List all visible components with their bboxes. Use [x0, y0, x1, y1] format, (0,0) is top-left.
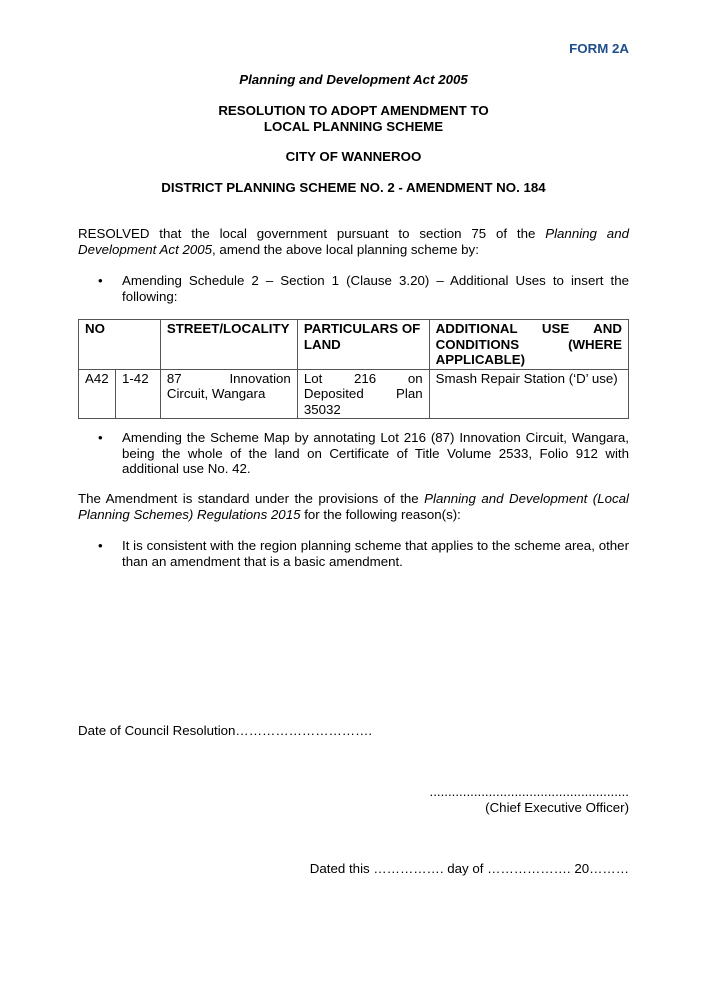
bullet-2-text: Amending the Scheme Map by annotating Lot 216 (87) Innovation Circuit, Wangara, being the whole of the land on Certificate of Title Volume 2533, Folio 912 with additional use No. 42. [122, 430, 629, 476]
bullet-item-3 [98, 538, 629, 569]
ceo-label: (Chief Executive Officer) [485, 800, 629, 815]
standard-regs-italic: Planning and Development (Local Planning Schemes) Regulations 2015 [78, 491, 629, 522]
form-label: FORM 2A [569, 41, 629, 56]
bullet-dot-icon: • [98, 430, 103, 445]
standard-paragraph [78, 491, 629, 522]
signature-line: ...................................................... [429, 784, 629, 799]
resolution-title-line2: LOCAL PLANNING SCHEME [263, 119, 444, 134]
dated-line: Dated this ……………. day of ………………. 20……… [309, 861, 629, 876]
resolved-text-1: RESOLVED that the local government pursuant to section 75 of the [78, 226, 546, 241]
resolution-title-line1: RESOLUTION TO ADOPT AMENDMENT TO [218, 103, 489, 118]
cell-street: 87 Innovation Circuit, Wangara [160, 369, 297, 419]
resolved-paragraph [78, 226, 629, 257]
table-row [79, 369, 629, 419]
header-additional-use: ADDITIONAL USE AND CONDITIONS (WHERE APPLICABLE) [429, 320, 628, 370]
header-particulars: PARTICULARS OF LAND [297, 320, 429, 370]
cell-no: A42 [79, 369, 116, 419]
cell-additional-use: Smash Repair Station (‘D’ use) [429, 369, 628, 419]
council-name: CITY OF WANNEROO [285, 149, 422, 164]
bullet-dot-icon: • [98, 538, 103, 553]
cell-particulars: Lot 216 on Deposited Plan 35032 [297, 369, 429, 419]
resolved-act-italic: Planning and Development Act 2005 [78, 226, 629, 257]
table-header-row [79, 320, 629, 370]
bullet-3-text: It is consistent with the region planning scheme that applies to the scheme area, other than an amendment that is a basic amendment. [122, 538, 629, 569]
act-title: Planning and Development Act 2005 [239, 72, 468, 87]
bullet-dot-icon: • [98, 273, 103, 288]
standard-text-2: for the following reason(s): [300, 506, 461, 522]
resolved-text-2: , amend the above local planning scheme by: [212, 241, 479, 257]
bullet-item-1 [98, 273, 629, 304]
bullet-item-2 [98, 430, 629, 477]
cell-range: 1-42 [115, 369, 160, 419]
additional-uses-table [78, 319, 629, 419]
bullet-1-text: Amending Schedule 2 – Section 1 (Clause 3.20) – Additional Uses to insert the following: [122, 273, 629, 304]
resolution-title [78, 103, 629, 135]
standard-text-1: The Amendment is standard under the provisions of the [78, 491, 425, 506]
header-street: STREET/LOCALITY [160, 320, 297, 370]
scheme-amendment-title: DISTRICT PLANNING SCHEME NO. 2 - AMENDMENT NO. 184 [161, 180, 546, 195]
date-of-council-resolution: Date of Council Resolution…………………………. [78, 723, 373, 738]
header-no: NO [79, 320, 161, 370]
